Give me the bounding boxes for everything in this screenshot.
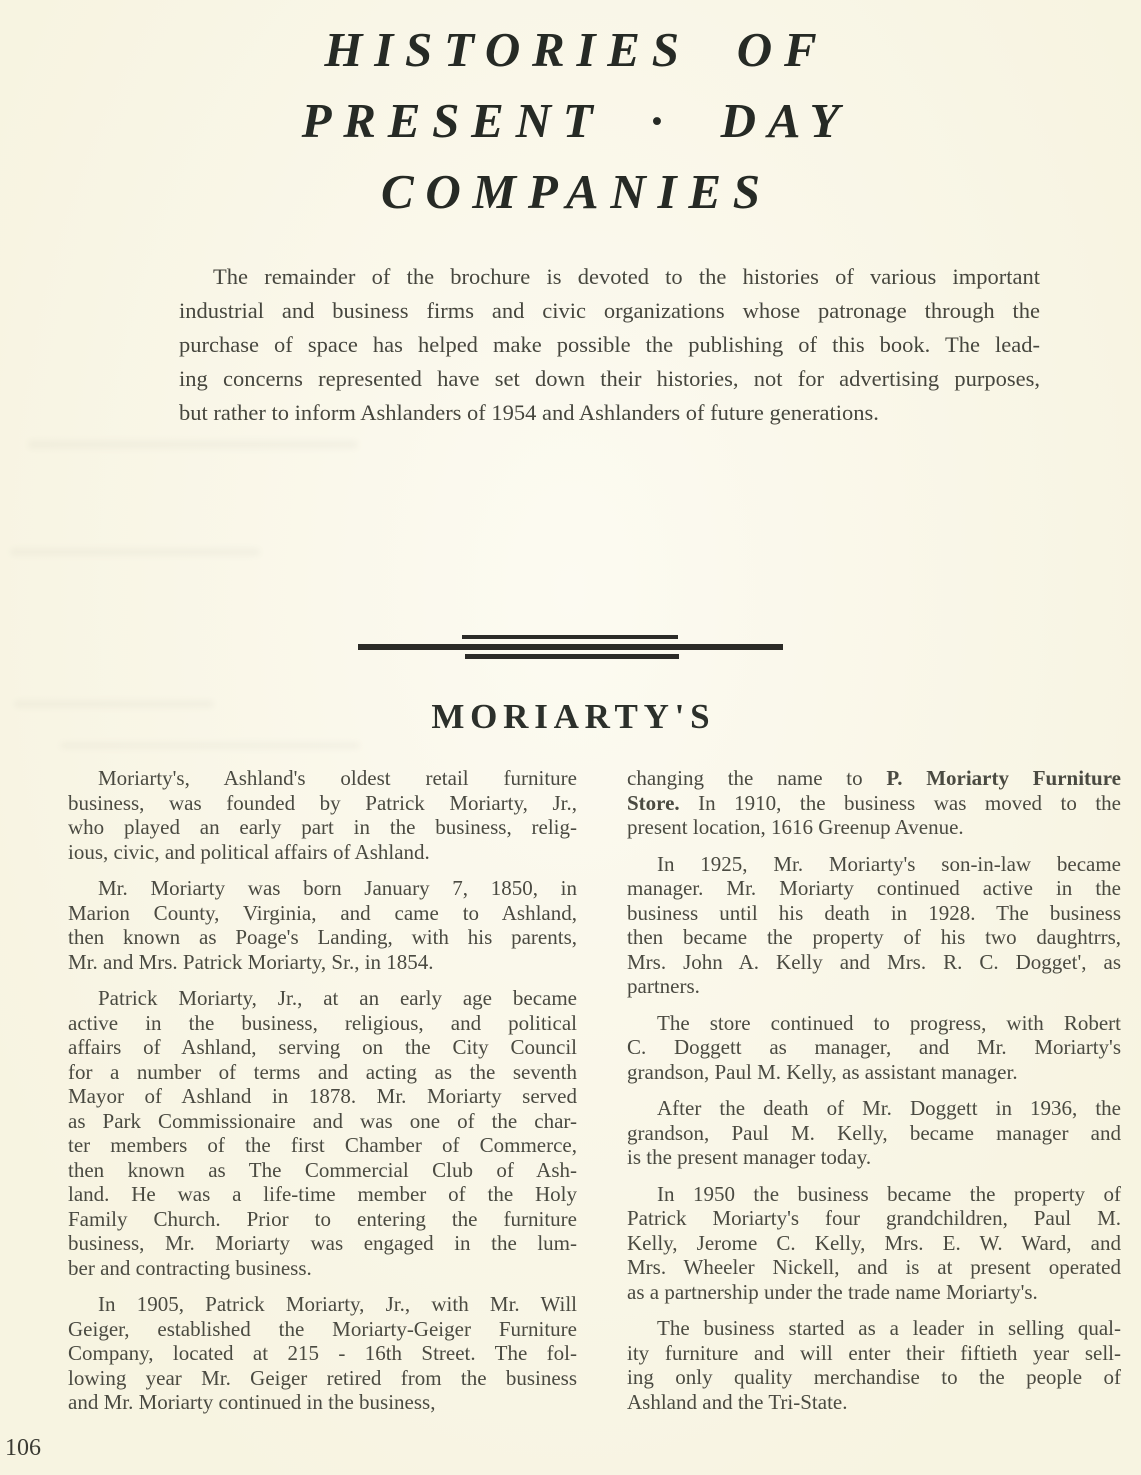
scan-bleedthrough-smudge (10, 548, 260, 556)
scan-bleedthrough-smudge (28, 440, 358, 449)
divider-bottom-rule (465, 654, 679, 659)
paragraph: changing the name to P. Moriarty Furniture Store. In 1910, the business was moved to the present location, 1616 Greenup Avenue. (627, 766, 1121, 839)
paragraph: The business started as a leader in selling qual- ity furniture and will enter their fiftieth year sell- ing only quality merchandise to the people of Ashland and the Tri-State. (627, 1316, 1121, 1414)
paragraph: The store continued to progress, with Robert C. Doggett as manager, and Mr. Moriarty's grandson, Paul M. Kelly, as assistant manager. (627, 1010, 1121, 1084)
intro-paragraph: The remainder of the brochure is devoted to the histories of various important industrial and business firms and civic organizations whose patronage through the purchase of space has helped make possible the publishing of this book. The lead- ing concerns represented have set down their histories, not for advertising purposes, but rather to inform Ashlanders of 1954 and Ashlanders of future generations. (179, 264, 1040, 425)
two-column-body (68, 766, 1141, 1427)
page-number: 106 (5, 1435, 41, 1461)
scan-bleedthrough-smudge (60, 742, 360, 749)
paragraph: Patrick Moriarty, Jr., at an early age became active in the business, religious, and political affairs of Ashland, serving on the City Council for a number of terms and acting as the seventh Mayor of Ashland in 1878. Mr. Moriarty served as Park Commissionaire and was one of the char- ter members of the first Chamber of Commerce, then known as The Commercial Club of Ash- land. He was a life-time member of the Holy Family Church. Prior to entering the furniture business, Mr. Moriarty was engaged in the lum- ber and contracting business. (68, 986, 577, 1280)
paragraph: After the death of Mr. Doggett in 1936, the grandson, Paul M. Kelly, became manager and is the present manager today. (627, 1096, 1121, 1169)
paragraph: In 1905, Patrick Moriarty, Jr., with Mr. Will Geiger, established the Moriarty-Geiger Furniture Company, located at 215 - 16th Street. The fol- lowing year Mr. Geiger retired from the business and Mr. Moriarty continued in the business, (68, 1292, 577, 1414)
section-heading: MORIARTY'S (431, 697, 716, 736)
right-column (627, 766, 1121, 1427)
paragraph: Mr. Moriarty was born January 7, 1850, in Marion County, Virginia, and came to Ashland, then known as Poage's Landing, with his parents, Mr. and Mrs. Patrick Moriarty, Sr., in 1854. (68, 876, 577, 974)
section-divider-ornament (358, 635, 783, 661)
page-title: HISTORIES OF PRESENT · DAY COMPANIES (301, 22, 852, 219)
paragraph: Moriarty's, Ashland's oldest retail furniture business, was founded by Patrick Moriarty, Jr., who played an early part in the business, relig- ious, civic, and political affairs of Ashland. (68, 766, 577, 864)
divider-top-rule (462, 635, 678, 639)
divider-middle-rule (358, 644, 783, 650)
paragraph: In 1950 the business became the property of Patrick Moriarty's four grandchildren, Paul M. Kelly, Jerome C. Kelly, Mrs. E. W. Ward, and Mrs. Wheeler Nickell, and is at present operated as a partnership under the trade name Moriarty's. (627, 1181, 1121, 1304)
paragraph: In 1925, Mr. Moriarty's son-in-law became manager. Mr. Moriarty continued active in the business until his death in 1928. The business then became the property of his two daughtrrs, Mrs. John A. Kelly and Mrs. R. C. Dogget', as partners. (627, 851, 1121, 998)
left-column (68, 766, 577, 1427)
